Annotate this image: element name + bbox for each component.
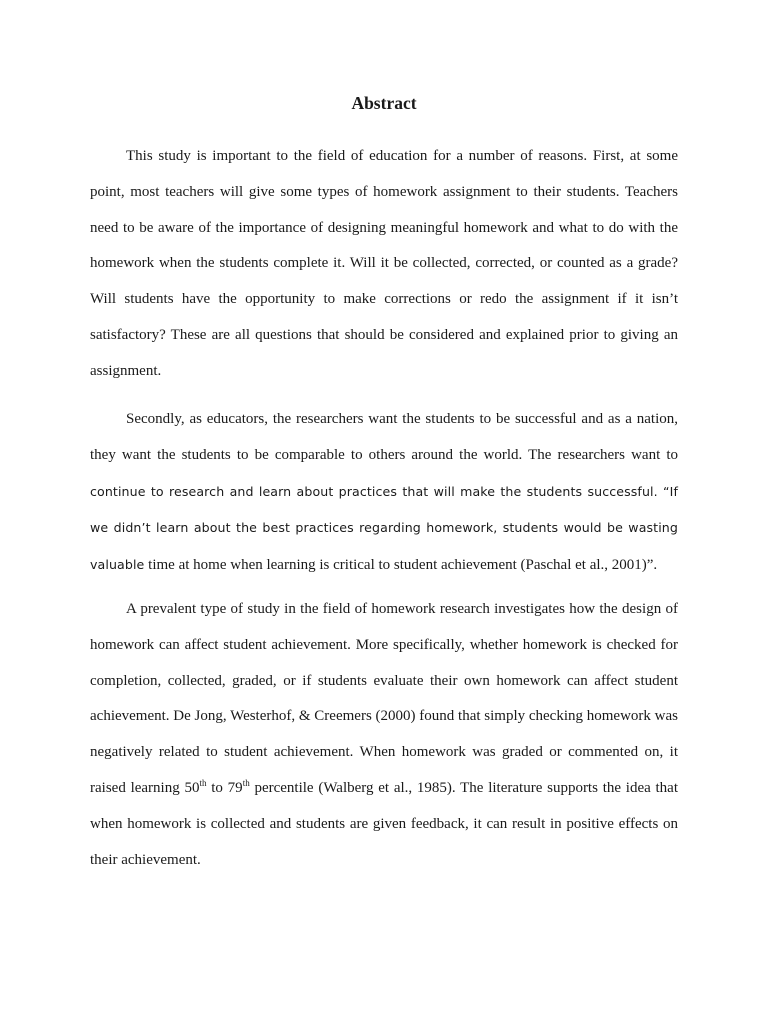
paragraph-2 [90, 402, 678, 584]
paragraph-1: This study is important to the field of education for a number of reasons. First, at some point, most teachers will give some types of homework assignment to their students. Teachers need to be aware of the importance of designing meaningful homework and what to do with the homework when the students complete it. Will it be collected, corrected, or counted as a grade? Will students have the opportunity to make corrections or redo the assignment if it isn’t satisfactory? These are all questions that should be considered and explained prior to giving an assignment. [90, 148, 678, 379]
paragraph-3 [90, 592, 678, 878]
paragraph-2-part-1: Secondly, as educators, the researchers want the students to be successful and as a nation, they want the students to be comparable to others around the world. The researchers want to [90, 411, 678, 463]
superscript-th-2: th [242, 777, 250, 788]
paragraph-2-part-3: time at home when learning is critical to student achievement (Paschal et al., 2001)”. [144, 557, 658, 574]
paragraph-3-part-1: A prevalent type of study in the field of homework research investigates how the design of homework can affect student achievement. More specifically, whether homework is checked for completion, collected, graded, or if students evaluate their own homework can affect student achievement. De Jong, Westerhof, & Creemers (2000) found that simply checking homework was negatively related to student achievement. When homework was graded or commented on, it raised learning 50 [90, 601, 678, 796]
paragraph-3-part-2: to 79 [206, 779, 243, 796]
superscript-th-1: th [199, 777, 207, 788]
paragraph-2-part-2: continue to research and learn about practices that will make the students successful. “If we didn’t learn about the best practices regarding homework, students would be wasting valuable [90, 483, 678, 573]
paragraph-3-part-3: percentile (Walberg et al., 1985). The literature supports the idea that when homework is collected and students are given feedback, it can result in positive effects on their achievement. [90, 779, 679, 868]
abstract-heading: Abstract [351, 93, 417, 113]
